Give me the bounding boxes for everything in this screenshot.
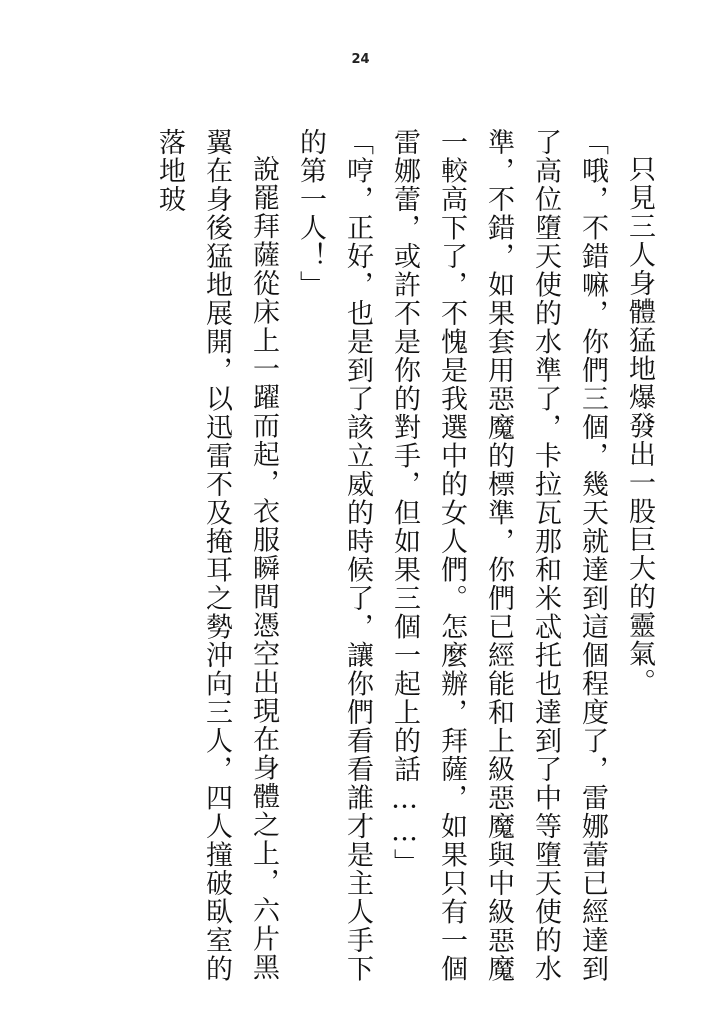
text-body: [146, 128, 663, 988]
paragraph-3: 「哼，正好，也是到了該立威的時候了，讓你們看看誰才是主人手下的第一人！」: [295, 128, 373, 983]
paragraph-1: 只見三人身體猛地爆發出一股巨大的靈氣。: [624, 155, 655, 697]
paragraph-4: 說罷拜薩從床上一躍而起，衣服瞬間憑空出現在身體之上，六片黑翼在身後猛地展開，以迅雷不及掩耳之勢沖向三人，四人撞破臥室的落地玻: [154, 128, 279, 983]
page-number: 24: [351, 52, 370, 67]
paragraph-2: 「哦，不錯嘛，你們三個，幾天就達到這個程度了，雷娜蕾已經達到了高位墮天使的水準了，卡拉瓦那和米忒托也達到了中等墮天使的水準，不錯，如果套用惡魔的標準，你們已經能和上級惡魔與中級惡魔一較高下了，不愧是我選中的女人們。怎麼辦，拜薩，如果只有一個雷娜蕾，或許不是你的對手，但如果三個一起上的話……」: [389, 128, 608, 983]
